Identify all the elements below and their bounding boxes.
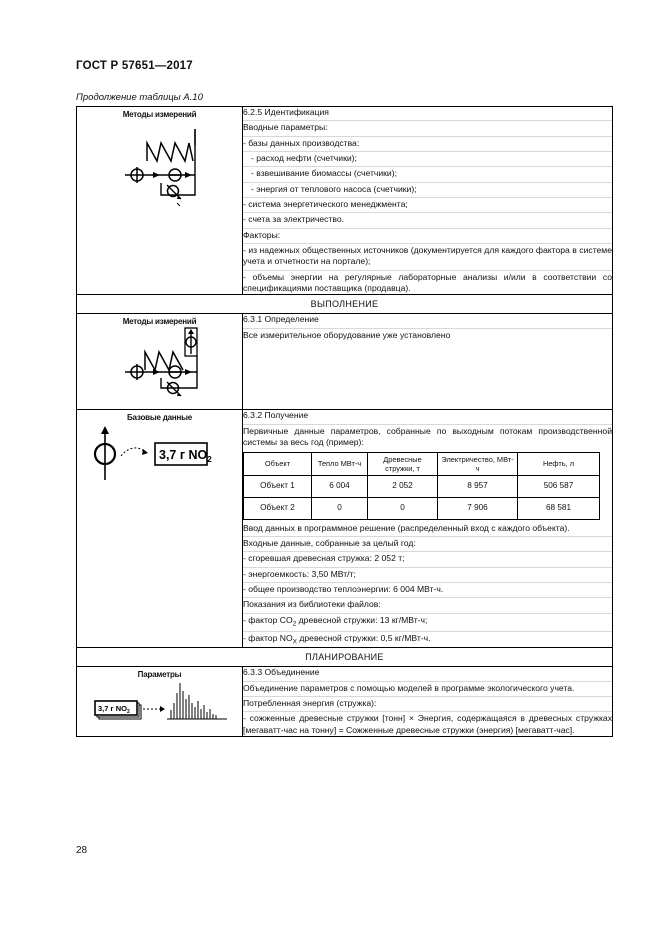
icon-label: 3,7 г NO [98,704,127,714]
icon-cell-measurement-methods [77,314,243,410]
icon-title: Методы измерений [122,110,197,119]
table-cell: 0 [368,497,438,519]
list-item: - энергия от теплового насоса (счетчики); [251,183,417,194]
icon-title: Параметры [137,670,182,680]
icon-title: Базовые данные [126,413,193,423]
icon-label-subscript: 2 [126,709,130,716]
section-heading: 6.3.2 Получение [243,410,309,421]
list-item: - взвешивание биомассы (счетчики); [251,168,397,179]
table-row [244,497,600,519]
row-definition [77,314,613,410]
row-acquisition [77,410,613,648]
icon-cell-parameters [77,667,243,737]
table-cell: 68 581 [518,497,600,519]
row-identification [77,107,613,295]
data-entry-text: Ввод данных в программное решение (распределенный вход с каждого объекта). [243,522,570,533]
main-table [76,106,613,737]
table-header-row [244,452,600,476]
acquisition-intro: Первичные данные параметров, собранные по выходным потокам производственной системы за весь год (пример): [243,425,612,448]
aggregation-text: Объединение параметров с помощью моделей в программе экологического учета. [243,682,575,693]
table-cell: Объект 1 [244,476,312,498]
table-caption: Продолжение таблицы А.10 [76,92,203,103]
icon-label-subscript: 2 [207,455,212,465]
list-item: - общее производство теплоэнергии: 6 004 МВт-ч. [243,584,444,595]
nox-factor-item: - фактор $NO_X$ древесной стружки: 0,5 кг/МВт-ч. [243,633,431,646]
section-heading: 6.3.3 Объединение [243,667,320,678]
parameters-icon [77,679,243,731]
definition-text: Все измерительное оборудование уже установлено [243,329,451,340]
section-title: ПЛАНИРОВАНИЕ [77,648,613,667]
table-cell: 2 052 [368,476,438,498]
measurement-methods-icon [77,326,243,404]
definition-text-cell [243,314,613,410]
table-cell: 7 906 [438,497,518,519]
base-data-icon [77,422,243,482]
icon-cell-measurement-methods [77,107,243,295]
list-item: - сгоревшая древесная стружка: 2 052 т; [243,553,405,564]
co2-factor-item: - фактор $CO_2$ древесной стружки: 13 кг/МВт-ч; [243,614,428,628]
section-heading: 6.2.5 Идентификация [243,107,329,117]
table-row [244,476,600,498]
icon-label: 3,7 г NO [159,448,208,463]
list-item: - расход нефти (счетчики); [251,153,357,164]
acquisition-text-cell [243,410,613,648]
svg-text:3,7 г NO2 [159,448,212,464]
factors-label: Факторы: [243,229,281,240]
collected-label: Входные данные, собранные за целый год: [243,538,416,548]
list-item: - система энергетического менеджмента; [243,199,408,210]
consumed-label: Потребленная энергия (стружка): [243,698,377,708]
table-cell: 506 587 [518,476,600,498]
aggregation-text-cell [243,667,613,737]
document-header: ГОСТ Р 57651—2017 [76,60,193,72]
data-table [243,452,600,520]
column-header: Объект [244,452,312,476]
row-aggregation [77,667,613,737]
identification-text-cell [243,107,613,295]
list-item: - объемы энергии на регулярные лабораторные анализы и/или в соответствии со спецификациями поставщика (продавца). [243,271,612,294]
table-cell: 6 004 [312,476,368,498]
measurement-methods-icon [77,119,243,214]
library-label: Показания из библиотеки файлов: [243,599,381,610]
section-title: ВЫПОЛНЕНИЕ [77,295,613,314]
section-heading: 6.3.1 Определение [243,314,319,325]
inputs-label: Вводные параметры: [243,122,328,133]
column-header: Нефть, л [518,452,600,476]
column-header: Тепло МВт-ч [312,452,368,476]
column-header: Древесные стружки, т [368,452,438,476]
icon-cell-base-data [77,410,243,648]
list-item: - счета за электричество. [243,214,345,225]
page-number: 28 [76,845,88,856]
list-item: - базы данных производства: [243,137,360,148]
section-row-execution [77,295,613,314]
table-cell: Объект 2 [244,497,312,519]
icon-title: Методы измерений [122,317,197,327]
section-row-planning [77,648,613,667]
column-header: Электричество, МВт-ч [438,452,518,476]
list-item: - энергоемкость: 3,50 МВт/т; [243,568,356,579]
table-cell: 0 [312,497,368,519]
table-cell: 8 957 [438,476,518,498]
formula-text: - сожженные древесные стружки [тонн] × Энергия, содержащаяся в древесных стружках [мегаватт-час на тонну] = Сожженные древесные стружки (энергия) [мегаватт-час]. [243,713,612,735]
list-item: - из надежных общественных источников (документируется для каждого фактора в системе учета и отчетности на портале); [243,245,612,267]
